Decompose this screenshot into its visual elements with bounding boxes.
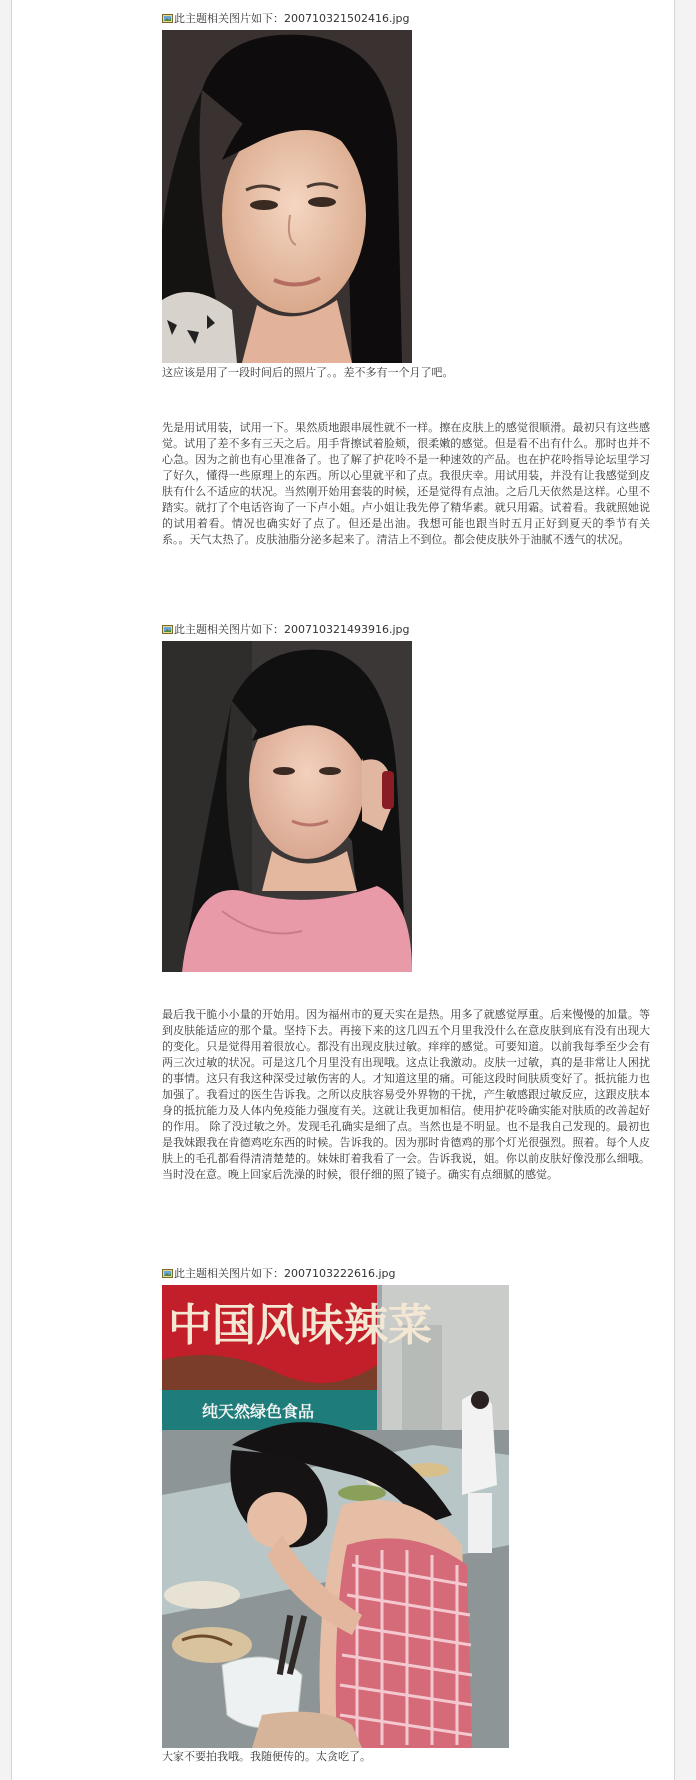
- photo-3[interactable]: [162, 1285, 509, 1748]
- photo-2[interactable]: [162, 641, 412, 972]
- attachment-header-3: [162, 1266, 396, 1282]
- body-paragraph-2: 最后我干脆小小量的开始用。因为福州市的夏天实在是热。用多了就感觉厚重。后来慢慢的加量。等到皮肤能适应的那个量。坚持下去。再接下来的这几四五个月里我没什么在意皮肤到底有没有出现大的变化。只是觉得用着很放心。都没有出现皮肤过敏。痒痒的感觉。可要知道。以前我每季至少会有两三次过敏的状况。可是这几个月里没有出现哦。这点让我激动。皮肤一过敏，真的是非常让人困扰的事情。这只有我这种深受过敏伤害的人。才知道这里的痛。可能这段时间肤质变好了。抵抗能力也加强了。我看过的医生告诉我。之所以皮肤容易受外界物的干扰，产生敏感跟过敏反应，这跟皮肤本身的抵抗能力及人体内免疫能力强度有关。这就让我更加相信。使用护花呤确实能对肤质的改善起好的作用。 除了没过敏之外。发现毛孔确实是细了点。当然也是不明显。也不是我自己发现的。最初也是我妹跟我在肯德鸡吃东西的时候。告诉我的。因为那时肯德鸡的那个灯光很强烈。照着。每个人皮肤上的毛孔都看得清清楚楚的。妹妹盯着我看了一会。告诉我说，姐。你以前皮肤好像没那么细哦。当时没在意。晚上回家后洗澡的时候，很仔细的照了镜子。确实有点细腻的感觉。: [162, 1008, 650, 1181]
- attachment-label: 此主题相关图片如下：: [174, 12, 284, 25]
- photo-1[interactable]: [162, 30, 412, 363]
- restaurant-banner: 中国风味辣菜: [168, 1300, 432, 1351]
- attachment-header-2: [162, 622, 410, 638]
- attachment-header-1: [162, 11, 410, 27]
- image-attachment-icon: [162, 12, 173, 22]
- post-page: [11, 0, 675, 1780]
- attachment-label: 此主题相关图片如下：: [174, 1267, 284, 1280]
- photo-3-caption: 大家不要拍我哦。我随便传的。太贪吃了。: [162, 1750, 371, 1763]
- body-paragraph-1: 先是用试用装，试用一下。果然质地跟串展性就不一样。擦在皮肤上的感觉很顺滑。最初只有这些感觉。试用了差不多有三天之后。用手背擦试着脸颊，很柔嫩的感觉。但是看不出有什么。那时也并不心急。因为之前也有心里准备了。也了解了护花呤不是一种速效的产品。也在护花呤指导论坛里学习了好久，懂得一些原理上的东西。所以心里就平和了点。我很庆幸。用试用装，并没有让我感觉到皮肤有什么不适应的状况。当然刚开始用套装的时候，还是觉得有点油。之后几天依然是这样。心里不踏实。就打了个电话咨询了一下卢小姐。卢小姐让我先停了精华素。就只用霜。试着看。我就照她说的试用着看。情况也确实好了点了。但还是出油。我想可能也跟当时五月正好到夏天的季节有关系。。天气太热了。皮肤油脂分泌多起来了。清洁上不到位。都会使皮肤外于油腻不透气的状况。: [162, 421, 650, 546]
- green-food-banner: 纯天然绿色食品: [202, 1402, 315, 1421]
- image-attachment-icon: [162, 1267, 173, 1277]
- attachment-filename[interactable]: 20071032150241​6.jpg: [284, 12, 410, 25]
- attachment-label: 此主题相关图片如下：: [174, 623, 284, 636]
- attachment-filename[interactable]: 200710321493916.jpg: [284, 623, 410, 636]
- image-attachment-icon: [162, 623, 173, 633]
- attachment-filename[interactable]: 2007103222616.jpg: [284, 1267, 396, 1280]
- photo-1-caption: 这应该是用了一段时间后的照片了。。差不多有一个月了吧。: [162, 366, 454, 379]
